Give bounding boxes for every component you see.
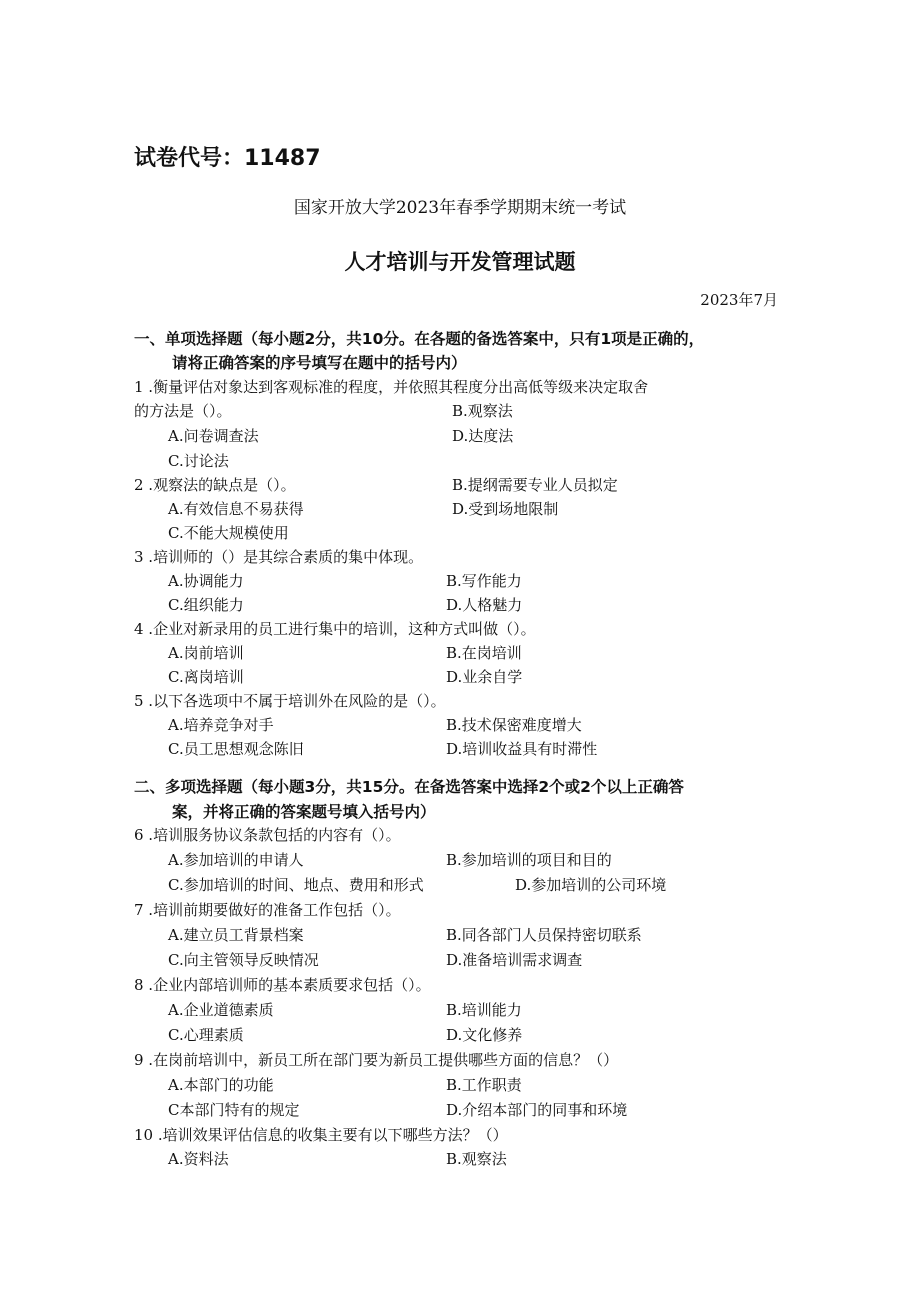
section1-heading-line2: 请将正确答案的序号填写在题中的括号内） — [172, 354, 467, 372]
q7-option-a: A.建立员工背景档案 — [168, 926, 304, 944]
q8-option-d: D.文化修养 — [446, 1026, 523, 1044]
exam-name: 国家开放大学2023年春季学期期末统一考试 — [293, 198, 627, 218]
q8-option-c: C.心理素质 — [168, 1026, 244, 1044]
q5-stem: 5 .以下各选项中不属于培训外在风险的是（）。 — [134, 692, 446, 710]
section2-heading-line2: 案，并将正确的答案题号填入括号内） — [172, 803, 436, 821]
q2-option-c: C.不能大规模使用 — [168, 524, 289, 542]
q6-stem: 6 .培训服务协议条款包括的内容有（）。 — [134, 826, 401, 844]
q7-option-c: C.向主管领导反映情况 — [168, 951, 319, 969]
q2-option-a: A.有效信息不易获得 — [168, 500, 304, 518]
q3-option-a: A.协调能力 — [168, 572, 244, 590]
q9-option-d: D.介绍本部门的同事和环境 — [446, 1101, 628, 1119]
q8-option-b: B.培训能力 — [446, 1001, 522, 1019]
q1-stem-line1: 1 .衡量评估对象达到客观标准的程度，并依照其程度分出高低等级来决定取舍 — [134, 378, 649, 396]
q1-option-d: D.达度法 — [452, 427, 514, 445]
q5-option-d: D.培训收益具有时滞性 — [446, 740, 598, 758]
q3-option-b: B.写作能力 — [446, 572, 522, 590]
q6-option-c: C.参加培训的时间、地点、费用和形式 — [168, 876, 424, 894]
q2-option-d: D.受到场地限制 — [452, 500, 559, 518]
q4-stem: 4 .企业对新录用的员工进行集中的培训，这种方式叫做（）。 — [134, 620, 536, 638]
q5-option-c: C.员工思想观念陈旧 — [168, 740, 304, 758]
q7-option-b: B.同各部门人员保持密切联系 — [446, 926, 642, 944]
q8-option-a: A.企业道德素质 — [168, 1001, 274, 1019]
q4-option-b: B.在岗培训 — [446, 644, 522, 662]
q10-option-b: B.观察法 — [446, 1150, 507, 1168]
q5-option-b: B.技术保密难度增大 — [446, 716, 582, 734]
q4-option-d: D.业余自学 — [446, 668, 523, 686]
q1-option-a: A.问卷调查法 — [168, 427, 259, 445]
q4-option-c: C.离岗培训 — [168, 668, 244, 686]
q3-option-d: D.人格魅力 — [446, 596, 523, 614]
q1-option-b: B.观察法 — [452, 402, 513, 420]
q8-stem: 8 .企业内部培训师的基本素质要求包括（）。 — [134, 976, 431, 994]
q6-option-b: B.参加培训的项目和目的 — [446, 851, 612, 869]
q4-option-a: A.岗前培训 — [168, 644, 244, 662]
q10-option-a: A.资料法 — [168, 1150, 229, 1168]
paper-code: 试卷代号：11487 — [134, 146, 321, 171]
q1-option-c: C.讨论法 — [168, 452, 229, 470]
q7-stem: 7 .培训前期要做好的准备工作包括（）。 — [134, 901, 401, 919]
q9-option-a: A.本部门的功能 — [168, 1076, 274, 1094]
q9-option-b: B.工作职责 — [446, 1076, 522, 1094]
q3-stem: 3 .培训师的（）是其综合素质的集中体现。 — [134, 548, 424, 566]
q3-option-c: C.组织能力 — [168, 596, 244, 614]
q10-stem: 10 .培训效果评估信息的收集主要有以下哪些方法？（） — [134, 1126, 508, 1144]
q9-option-c: C本部门特有的规定 — [168, 1101, 300, 1119]
q6-option-a: A.参加培训的申请人 — [168, 851, 304, 869]
section2-heading-line1: 二、多项选择题（每小题3分，共15分。在备选答案中选择2个或2个以上正确答 — [134, 778, 684, 796]
q7-option-d: D.准备培训需求调查 — [446, 951, 583, 969]
q6-option-d: D.参加培训的公司环境 — [515, 876, 667, 894]
q5-option-a: A.培养竞争对手 — [168, 716, 274, 734]
q9-stem: 9 .在岗前培训中，新员工所在部门要为新员工提供哪些方面的信息？（） — [134, 1051, 619, 1069]
exam-date: 2023年7月 — [700, 291, 778, 309]
page-title: 人才培训与开发管理试题 — [344, 250, 576, 274]
q2-stem: 2 .观察法的缺点是（）。 — [134, 476, 296, 494]
q1-stem-line2: 的方法是（）。 — [134, 402, 232, 420]
q2-option-b: B.提纲需要专业人员拟定 — [452, 476, 618, 494]
section1-heading-line1: 一、单项选择题（每小题2分，共10分。在各题的备选答案中，只有1项是正确的， — [134, 330, 705, 348]
